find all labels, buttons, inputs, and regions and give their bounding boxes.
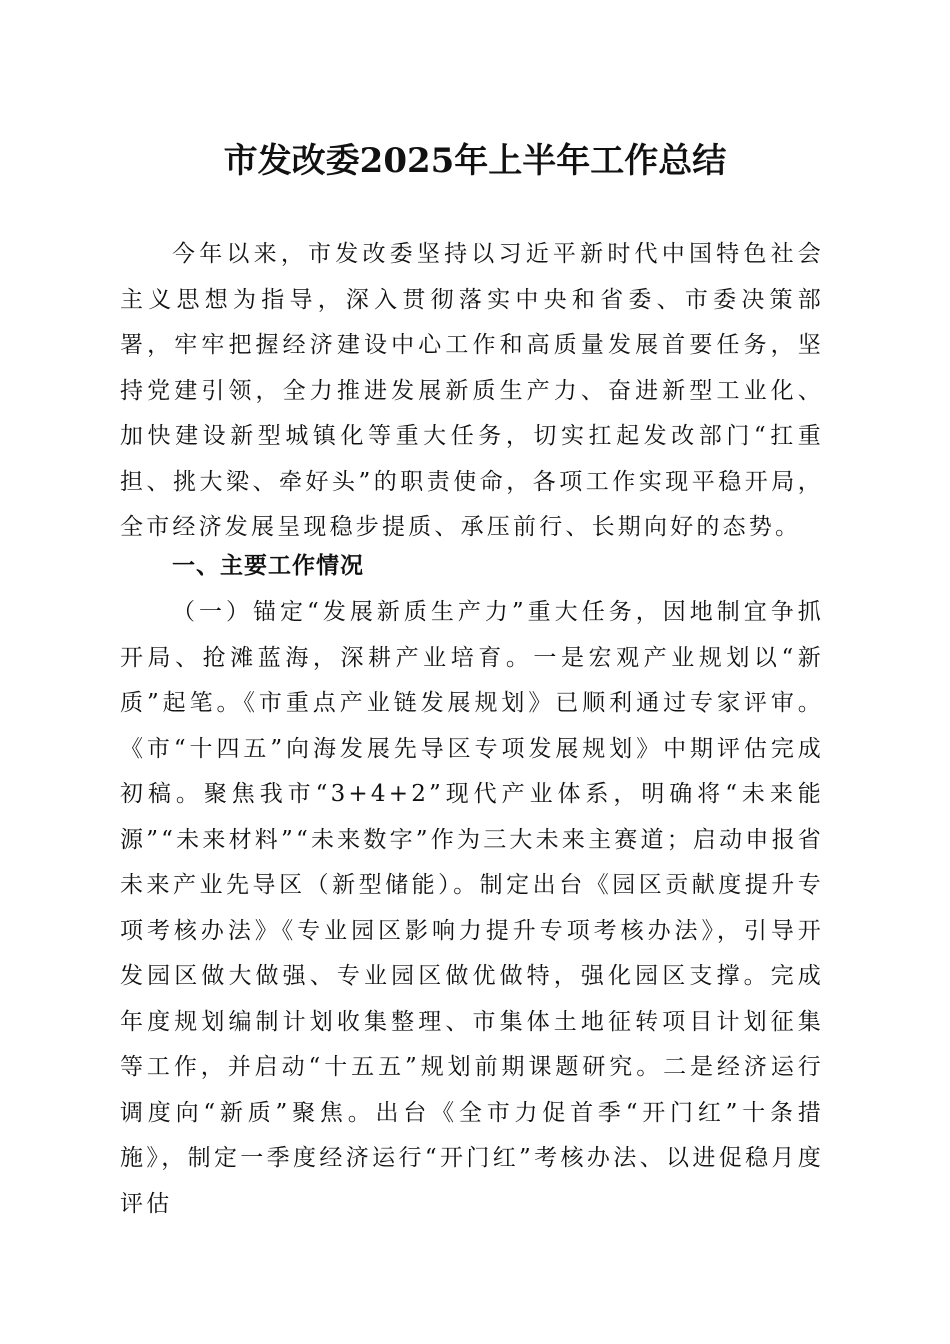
intro-paragraph: 今年以来，市发改委坚持以习近平新时代中国特色社会主义思想为指导，深入贯彻落实中央和省委、市委决策部署，牢牢把握经济建设中心工作和高质量发展首要任务，坚持党建引领，全力推进发展新质生产力、奋进新型工业化、加快建设新型城镇化等重大任务，切实扛起发改部门“扛重担、挑大梁、牵好头”的职责使命，各项工作实现平稳开局，全市经济发展呈现稳步提质、承压前行、长期向好的态势。 xyxy=(120,241,824,540)
document-title: 市发改委2025年上半年工作总结 xyxy=(223,141,727,181)
section-1-paragraph: （一）锚定“发展新质生产力”重大任务，因地制宜争抓开局、抢滩蓝海，深耕产业培育。一是宏观产业规划以“新质”起笔。《市重点产业链发展规划》已顺利通过专家评审。《市“十四五”向海发展先导区专项发展规划》中期评估完成初稿。聚焦我市“3+4+2”现代产业体系，明确将“未来能源”“未来材料”“未来数字”作为三大未来主赛道；启动申报省未来产业先导区（新型储能）。制定出台《园区贡献度提升专项考核办法》《专业园区影响力提升专项考核办法》，引导开发园区做大做强、专业园区做优做特，强化园区支撑。完成年度规划编制计划收集整理、市集体土地征转项目计划征集等工作，并启动“十五五”规划前期课题研究。二是经济运行调度向“新质”聚焦。出台《全市力促首季“开门红”十条措施》，制定一季度经济运行“开门红”考核办法、以进促稳月度评估 xyxy=(120,599,824,1217)
section-heading-main-work: 一、主要工作情况 xyxy=(172,553,364,579)
